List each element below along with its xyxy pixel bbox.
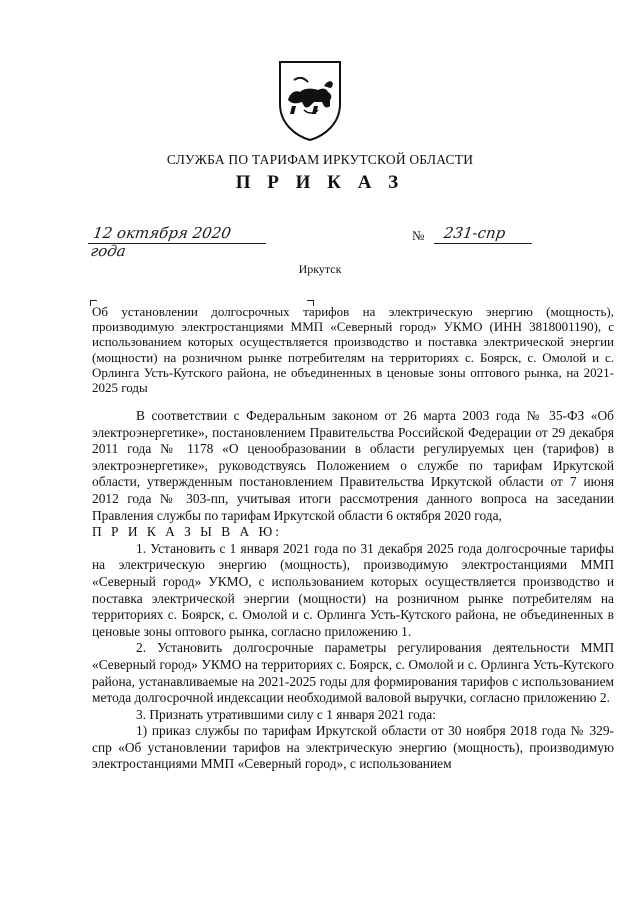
- item-3-paragraph: 3. Признать утратившими силу с 1 января 2021 года:: [136, 706, 436, 722]
- document-type-title: П Р И К А З: [235, 172, 405, 193]
- order-subject: Об установлении долгосрочных тарифов на электрическую энергию (мощность), производимую электростанциями ММП «Северный город» УКМО (ИНН 3818001190), с использованием которых осуществляется производство и поставка электрической энергии (мощности) на розничном рынке потребителям на территориях с. Боярск, с. Омолой и с. Орлинга Усть-Кутского района, не объединенных в ценовые зоны оптового рынка, на 2021-2025 годы: [92, 304, 614, 396]
- number-underline: [434, 243, 532, 244]
- agency-name: СЛУЖБА ПО ТАРИФАМ ИРКУТСКОЙ ОБЛАСТИ: [166, 152, 474, 167]
- preamble-paragraph: В соответствии с Федеральным законом от 26 марта 2003 года № 35-ФЗ «Об электроэнергетике», постановлением Правительства Российской Федерации от 29 декабря 2011 года № 1178 «О ценообразовании в области регулируемых цен (тарифов) в электроэнергетике», руководствуясь Положением о службе по тарифам Иркутской области, утвержденным постановлением Правительства Иркутской области от 7 июня 2012 года № 303-пп, учитывая итоги рассмотрения данного вопроса на заседании Правления службы по тарифам Иркутской области 6 октября 2020 года,: [92, 408, 614, 523]
- date-underline: [88, 243, 266, 244]
- order-number-handwritten: 231-спр: [442, 224, 507, 242]
- order-body: [92, 408, 614, 773]
- item-3-1-paragraph: 1) приказ службы по тарифам Иркутской области от 30 ноября 2018 года № 329-спр «Об установлении тарифов на электрическую энергию (мощность), производимую электростанциями ММП «Северный город», с использованием: [92, 723, 614, 772]
- item-2-paragraph: 2. Установить долгосрочные параметры регулирования деятельности ММП «Северный город» УКМО на территориях с. Боярск, с. Омолой и с. Орлинга Усть-Кутского района, устанавливаемые на 2021-2025 годы для формирования тарифов с использованием метода долгосрочной индексации необходимой валовой выручки, согласно приложению 2.: [92, 640, 614, 706]
- order-date-field: [88, 222, 268, 260]
- number-sign: №: [412, 228, 425, 243]
- order-number-field: [412, 222, 532, 244]
- coat-of-arms-icon: [274, 58, 346, 142]
- order-word: П Р И К А З Ы В А Ю:: [92, 524, 282, 540]
- item-1-paragraph: 1. Установить с 1 января 2021 года по 31 декабря 2025 года долгосрочные тарифы на электрическую энергию (мощность), производимую электростанциями ММП «Северный город» УКМО, с использованием которых осуществляется производство и поставка электрической энергии (мощности) на розничном рынке потребителям на территориях с. Боярск, с. Омолой и с. Орлинга Усть-Кутского района, не объединенных в ценовые зоны оптового рынка, согласно приложению 1.: [92, 540, 614, 639]
- city-name: Иркутск: [298, 262, 342, 276]
- order-date-handwritten: 12 октября 2020 года: [89, 224, 233, 260]
